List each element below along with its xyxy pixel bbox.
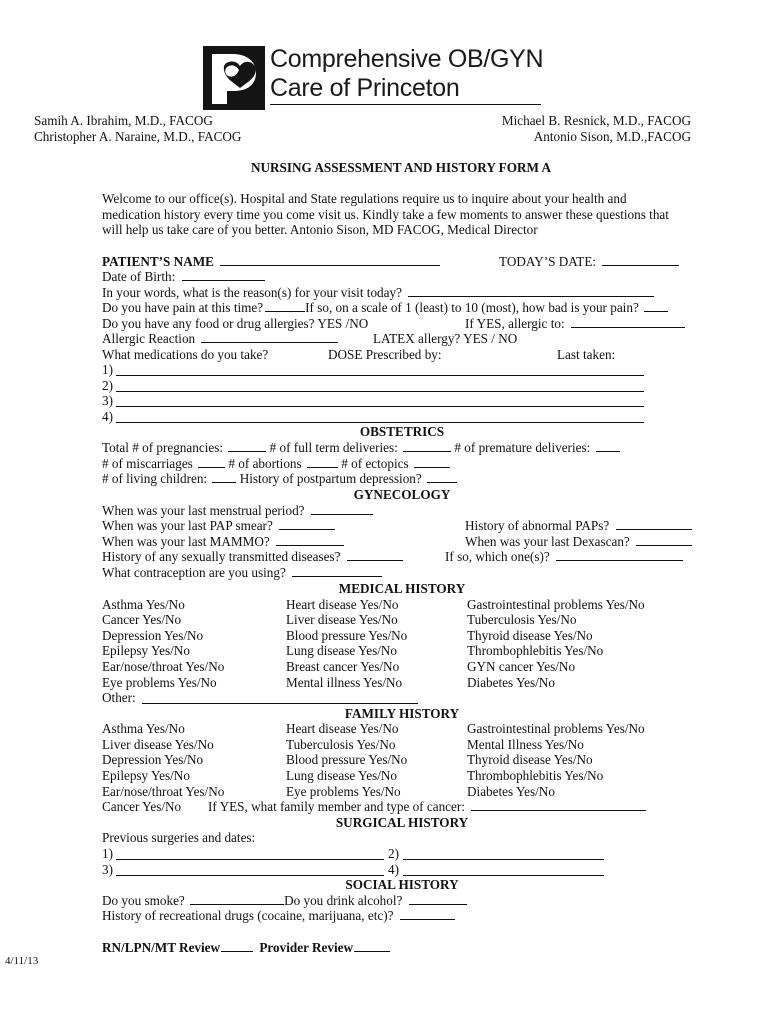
dexascan-row: [465, 534, 692, 550]
surgery-2-field[interactable]: [403, 859, 604, 860]
obstetrics-row-1: [102, 440, 620, 456]
allergy-label: Do you have any food or drug allergies? YES /NO: [102, 316, 369, 331]
smoke-field[interactable]: [190, 893, 284, 905]
menstrual-row: [102, 503, 373, 519]
mh-other-field[interactable]: [142, 703, 418, 704]
reason-label: In your words, what is the reason(s) for your visit today?: [102, 285, 402, 300]
mammo-field[interactable]: [276, 534, 344, 546]
obstetrics-row-3: [102, 471, 457, 487]
mh-item[interactable]: Mental illness Yes/No: [286, 675, 403, 690]
smoke-row: [102, 893, 467, 909]
dob-label: Date of Birth:: [102, 269, 176, 284]
menstrual-label: When was your last menstrual period?: [102, 503, 305, 518]
surgery-4-num: 4): [388, 862, 399, 877]
alcohol-field[interactable]: [409, 893, 467, 905]
fh-item[interactable]: Blood pressure Yes/No: [286, 752, 408, 767]
reason-field[interactable]: [408, 285, 654, 297]
mh-item[interactable]: Eye problems Yes/No: [102, 675, 217, 690]
med-line-1-num: 1): [102, 362, 113, 377]
abnormal-pap-field[interactable]: [616, 518, 692, 530]
contraception-row: [102, 565, 382, 581]
today-date-row: [499, 254, 679, 270]
drugs-row: [102, 908, 455, 924]
surgeries-label: Previous surgeries and dates:: [102, 830, 256, 845]
fh-item[interactable]: Heart disease Yes/No: [286, 721, 399, 736]
mh-item[interactable]: Ear/nose/throat Yes/No: [102, 659, 225, 674]
mh-item[interactable]: Thrombophlebitis Yes/No: [467, 643, 604, 658]
family-history-heading: FAMILY HISTORY: [344, 706, 460, 721]
fh-item[interactable]: Asthma Yes/No: [102, 721, 185, 736]
med-line-2-field[interactable]: [116, 391, 644, 392]
dexascan-field[interactable]: [636, 534, 692, 546]
std-which-label: If so, which one(s)?: [445, 549, 550, 564]
surgery-2-num: 2): [388, 846, 399, 861]
menstrual-field[interactable]: [311, 503, 373, 515]
abnormal-pap-label: History of abnormal PAPs?: [465, 518, 610, 533]
std-row: [102, 549, 403, 565]
fh-item[interactable]: Epilepsy Yes/No: [102, 768, 190, 783]
gynecology-heading: GYNECOLOGY: [353, 487, 451, 502]
letterhead-rule: [270, 104, 541, 105]
mh-item[interactable]: Cancer Yes/No: [102, 612, 182, 627]
patient-name-row: [102, 254, 440, 270]
fh-item[interactable]: Thyroid disease Yes/No: [467, 752, 593, 767]
surgery-3-num: 3): [102, 862, 113, 877]
allergic-reaction-label: Allergic Reaction: [102, 331, 196, 346]
fh-item[interactable]: Thrombophlebitis Yes/No: [467, 768, 604, 783]
pain-label: Do you have pain at this time?: [102, 300, 264, 315]
living-children-label: # of living children:: [102, 471, 208, 486]
today-date-field[interactable]: [602, 254, 679, 266]
mh-item[interactable]: Depression Yes/No: [102, 628, 204, 643]
mh-item[interactable]: Asthma Yes/No: [102, 597, 185, 612]
med-line-2-num: 2): [102, 378, 113, 393]
meds-label: What medications do you take?: [102, 347, 269, 362]
intro-line-1: Welcome to our office(s). Hospital and State regulations require us to inquire about your health and: [102, 191, 627, 206]
abnormal-pap-row: [465, 518, 692, 534]
miscarriages-label: # of miscarriages: [102, 456, 193, 471]
mh-item[interactable]: Breast cancer Yes/No: [286, 659, 400, 674]
miscarriages-field[interactable]: [198, 456, 225, 468]
postpartum-field[interactable]: [427, 471, 457, 483]
contraception-field[interactable]: [292, 565, 382, 577]
allergic-reaction-row: [102, 331, 338, 347]
patient-name-label: PATIENT’S NAME: [102, 254, 214, 269]
ectopics-label: # of ectopics: [341, 456, 409, 471]
drugs-label: History of recreational drugs (cocaine, marijuana, etc)?: [102, 908, 394, 923]
social-history-heading: SOCIAL HISTORY: [345, 877, 459, 892]
obstetrics-heading: OBSTETRICS: [359, 424, 445, 439]
fh-item[interactable]: Liver disease Yes/No: [102, 737, 214, 752]
mh-item[interactable]: Liver disease Yes/No: [286, 612, 398, 627]
doctor-left-2: Christopher A. Naraine, M.D., FACOG: [34, 129, 242, 144]
std-which-row: [445, 549, 683, 565]
fh-item[interactable]: Depression Yes/No: [102, 752, 204, 767]
mh-item[interactable]: Epilepsy Yes/No: [102, 643, 190, 658]
premature-field[interactable]: [596, 440, 620, 452]
pregnancies-field[interactable]: [228, 440, 266, 452]
fh-item[interactable]: Tuberculosis Yes/No: [286, 737, 396, 752]
ectopics-field[interactable]: [414, 456, 450, 468]
smoke-label: Do you smoke?: [102, 893, 185, 908]
postpartum-label: History of postpartum depression?: [239, 471, 422, 486]
premature-label: # of premature deliveries:: [454, 440, 591, 455]
pain-scale-label: If so, on a scale of 1 (least) to 10 (most), how bad is your pain?: [305, 300, 639, 315]
fh-item[interactable]: Mental Illness Yes/No: [467, 737, 584, 752]
std-which-field[interactable]: [556, 549, 683, 561]
dexascan-label: When was your last Dexascan?: [465, 534, 630, 549]
allergy-if-yes-label: If YES, allergic to:: [465, 316, 565, 331]
med-line-4-num: 4): [102, 409, 113, 424]
provider-review-field[interactable]: [354, 940, 390, 952]
fh-item[interactable]: Eye problems Yes/No: [286, 784, 401, 799]
practice-name-line2: Care of Princeton: [270, 74, 460, 102]
medical-history-heading: MEDICAL HISTORY: [338, 581, 466, 596]
abortions-label: # of abortions: [228, 456, 302, 471]
provider-review-label: Provider Review: [259, 940, 354, 955]
fh-item[interactable]: Diabetes Yes/No: [467, 784, 555, 799]
allergic-reaction-field[interactable]: [201, 331, 338, 343]
mh-item[interactable]: Gastrointestinal problems Yes/No: [467, 597, 645, 612]
practice-name-line1: Comprehensive OB/GYN: [270, 45, 544, 73]
contraception-label: What contraception are you using?: [102, 565, 286, 580]
patient-name-field[interactable]: [220, 254, 440, 266]
std-label: History of any sexually transmitted diseases?: [102, 549, 341, 564]
mh-item[interactable]: GYN cancer Yes/No: [467, 659, 576, 674]
mammo-label: When was your last MAMMO?: [102, 534, 270, 549]
dob-field[interactable]: [182, 269, 265, 281]
fh-item[interactable]: Ear/nose/throat Yes/No: [102, 784, 225, 799]
fh-cancer-label[interactable]: Cancer Yes/No: [102, 799, 182, 814]
reason-row: [102, 285, 654, 301]
mh-other-label: Other:: [102, 690, 136, 705]
mh-item[interactable]: Diabetes Yes/No: [467, 675, 555, 690]
mammo-row: [102, 534, 344, 550]
doctor-left-1: Samih A. Ibrahim, M.D., FACOG: [34, 113, 213, 128]
mh-other-row: [102, 690, 136, 706]
doctor-right-2: Antonio Sison, M.D.,FACOG: [533, 129, 691, 144]
surgery-1-field[interactable]: [116, 859, 384, 860]
fh-item[interactable]: Lung disease Yes/No: [286, 768, 397, 783]
fh-item[interactable]: Gastrointestinal problems Yes/No: [467, 721, 645, 736]
std-field[interactable]: [347, 549, 403, 561]
practice-logo: [203, 46, 265, 110]
intro-line-3: will help us take care of you better. Antonio Sison, MD FACOG, Medical Director: [102, 222, 538, 237]
rn-review-field[interactable]: [221, 940, 253, 952]
surgery-1-num: 1): [102, 846, 113, 861]
doctor-right-1: Michael B. Resnick, M.D., FACOG: [501, 113, 691, 128]
fh-cancer-if-yes-field[interactable]: [471, 799, 646, 811]
mh-item[interactable]: Tuberculosis Yes/No: [467, 612, 577, 627]
mh-item[interactable]: Thyroid disease Yes/No: [467, 628, 593, 643]
full-term-label: # of full term deliveries:: [269, 440, 398, 455]
fh-cancer-if-yes-row: [208, 799, 646, 815]
drugs-field[interactable]: [400, 908, 455, 920]
last-taken-label: Last taken:: [557, 347, 616, 362]
review-row: [102, 940, 390, 956]
pain-row: [102, 300, 668, 316]
pregnancies-label: Total # of pregnancies:: [102, 440, 224, 455]
med-line-3-num: 3): [102, 393, 113, 408]
today-date-label: TODAY’S DATE:: [499, 254, 597, 269]
logo-mark-icon: [203, 46, 265, 110]
latex-allergy-label: LATEX allergy? YES / NO: [373, 331, 518, 346]
allergy-if-yes-field[interactable]: [571, 316, 685, 328]
med-line-4-field[interactable]: [116, 422, 644, 423]
dose-label: DOSE Prescribed by:: [328, 347, 442, 362]
pain-scale-field[interactable]: [644, 300, 668, 312]
rn-review-label: RN/LPN/MT Review: [102, 940, 221, 955]
form-title: NURSING ASSESSMENT AND HISTORY FORM A: [250, 160, 552, 175]
surgery-4-field[interactable]: [403, 875, 604, 876]
mh-item[interactable]: Lung disease Yes/No: [286, 643, 397, 658]
intro-line-2: medication history every time you come visit us. Kindly take a few moments to answer these questions that: [102, 207, 669, 222]
med-line-1-field[interactable]: [116, 375, 644, 376]
full-term-field[interactable]: [403, 440, 451, 452]
allergy-row: [102, 316, 368, 332]
alcohol-label: Do you drink alcohol?: [284, 893, 403, 908]
dob-row: [102, 269, 265, 285]
pap-row: [102, 518, 335, 534]
mh-item[interactable]: Heart disease Yes/No: [286, 597, 399, 612]
mh-item[interactable]: Blood pressure Yes/No: [286, 628, 408, 643]
surgery-3-field[interactable]: [116, 875, 384, 876]
med-line-3-field[interactable]: [116, 406, 644, 407]
abortions-field[interactable]: [307, 456, 338, 468]
obstetrics-row-2: [102, 456, 450, 472]
living-children-field[interactable]: [212, 471, 236, 483]
footer-date: 4/11/13: [5, 955, 39, 967]
allergy-if-yes-row: [465, 316, 685, 332]
surgical-history-heading: SURGICAL HISTORY: [335, 815, 469, 830]
pap-label: When was your last PAP smear?: [102, 518, 273, 533]
fh-cancer-if-yes-label: If YES, what family member and type of cancer:: [208, 799, 465, 814]
pain-field[interactable]: [265, 300, 305, 312]
pap-field[interactable]: [279, 518, 335, 530]
